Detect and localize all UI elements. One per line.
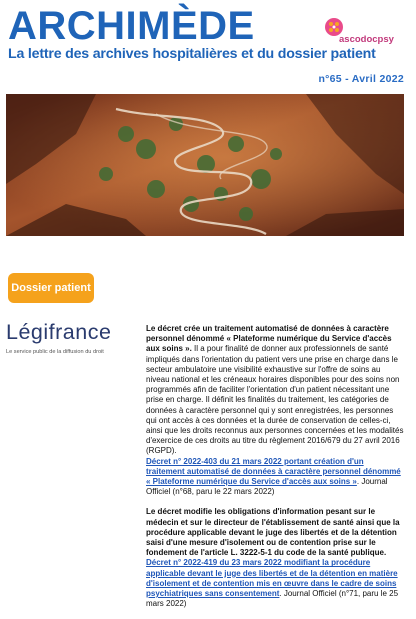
decree-link-2022-403[interactable]: Décret n° 2022-403 du 21 mars 2022 portant création d'un traitement automatisé de données à caractère personnel dénommé « Plateforme numérique du Service d'accès aux soins » [146,456,401,487]
ascodocpsy-logo[interactable] [321,16,401,46]
article-item [146,324,404,497]
article-lead: Le décret crée un traitement automatisé de données à caractère personnel dénommé « Plateforme numérique du Service d'accès aux soins ». [146,324,392,354]
legifrance-tagline: Le service public de la diffusion du droit [6,349,104,355]
legifrance-logo[interactable] [6,320,136,355]
newsletter-title: ARCHIMÈDE [8,4,255,48]
newsletter-subtitle: La lettre des archives hospitalières et du dossier patient [8,46,376,62]
journal-reference: . Journal Officiel (n°71, paru le 25 mars 2022) [146,589,399,609]
journal-reference: . Journal Officiel (n°68, paru le 22 mars 2022) [146,477,388,497]
section-tag-dossier-patient[interactable]: Dossier patient [8,273,94,303]
article-item [146,507,404,609]
article-lead: Le décret modifie les obligations d'information pesant sur le médecin et sur le directeur de l'établissement de santé ainsi que la procédure applicable devant le juge des libertés et de la détention saisi d'une mesure d'isolement ou de contention prise sur le fondement de l'article L. 3222-5-1 du code de la santé publique. [146,507,400,558]
article-list [146,324,404,619]
decree-link-2022-419[interactable]: Décret n° 2022-419 du 23 mars 2022 modifiant la procédure applicable devant le juge des libertés et de la détention en matière d'isolement et de contention mis en œuvre dans le cadre de soins psychiatriques sans consentement [146,558,398,599]
article-body: Il a pour finalité de donner aux professionnels de santé impliqués dans l'orientation du patient vers une prise en charge dans le secteur ambulatoire une visibilité exhaustive sur l'offre de soins au niveau national et les créneaux horaires disponibles pour des soins non programmés afin de faciliter l'orientation d'un patient nécessitant une prise en charge. Il définit les finalités du traitement, les catégories de données à caractère personnel qui y sont enregistrées, les personnes qui ont accès à ces données et la durée de conservation de celles-ci, ainsi que les droits reconnus aux personnes concernées et les modalités d'exercice de ces droits au titre du règlement 2016/679 du 27 avril 2016 (RGPD). [146,344,404,456]
hero-image [6,94,404,236]
logo-text: ascodocpsy [339,34,394,45]
legifrance-brand: Légifrance [6,320,112,344]
issue-number: n°65 - Avril 2022 [318,73,404,85]
